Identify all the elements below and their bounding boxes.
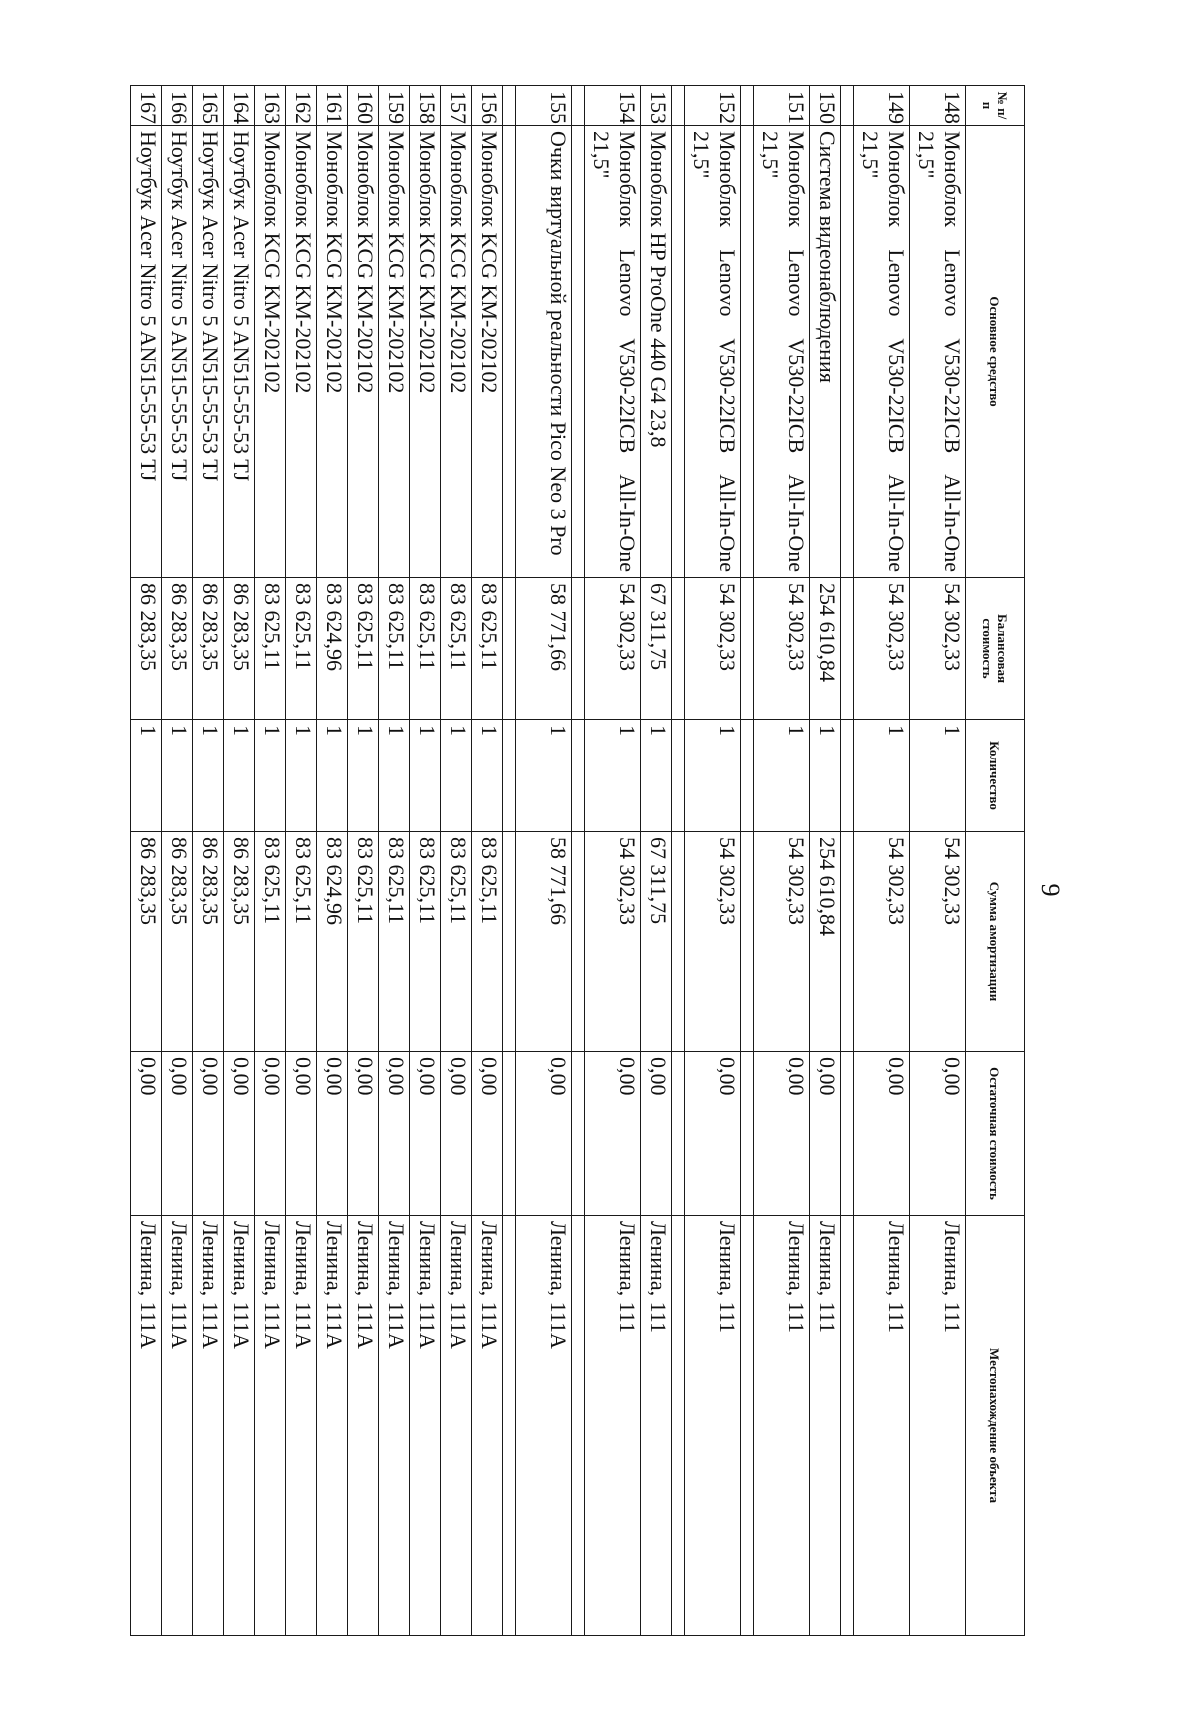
cell-location: Ленина, 111: [854, 1216, 910, 1636]
cell-name: Ноутбук Acer Nitro 5 AN515-55-53 TJ: [224, 126, 255, 578]
cell-num: 163: [255, 86, 286, 126]
cell-location: Ленина, 111А: [193, 1216, 224, 1636]
cell-location: Ленина, 111А: [379, 1216, 410, 1636]
spacer-cell: [741, 86, 754, 126]
spacer-cell: [572, 1052, 585, 1216]
cell-residual: 0,00: [224, 1052, 255, 1216]
cell-amort: 83 625,11: [286, 832, 317, 1052]
cell-qty: 1: [441, 720, 472, 832]
cell-name: Моноблок Lenovo V530-22ICB All-In-One 21,5": [585, 126, 641, 578]
cell-amort: 54 302,33: [685, 832, 741, 1052]
table-row: [131, 86, 162, 1636]
table-row: [854, 86, 910, 1636]
cell-residual: 0,00: [641, 1052, 672, 1216]
cell-residual: 0,00: [441, 1052, 472, 1216]
cell-num: 165: [193, 86, 224, 126]
header-qty: Количество: [966, 720, 1025, 832]
cell-amort: 83 624,96: [317, 832, 348, 1052]
cell-amort: 83 625,11: [255, 832, 286, 1052]
rotated-table-container: [130, 85, 1025, 1635]
table-row: [348, 86, 379, 1636]
spacer-cell: [572, 1216, 585, 1636]
spacer-cell: [841, 126, 854, 578]
spacer-cell: [841, 720, 854, 832]
cell-name: Моноблок Lenovo V530-22ICB All-In-One 21,5": [854, 126, 910, 578]
cell-balance: 86 283,35: [131, 578, 162, 720]
spacer-cell: [741, 1216, 754, 1636]
spacer-cell: [672, 832, 685, 1052]
cell-qty: 1: [854, 720, 910, 832]
cell-name: Моноблок KCG KM-202102: [379, 126, 410, 578]
cell-name: Моноблок Lenovo V530-22ICB All-In-One 21,5": [910, 126, 966, 578]
cell-balance: 86 283,35: [162, 578, 193, 720]
spacer-cell: [572, 126, 585, 578]
table-row: [910, 86, 966, 1636]
spacer-cell: [841, 1052, 854, 1216]
cell-residual: 0,00: [685, 1052, 741, 1216]
cell-name: Моноблок Lenovo V530-22ICB All-In-One 21,5": [685, 126, 741, 578]
cell-qty: 1: [317, 720, 348, 832]
table-row: [317, 86, 348, 1636]
spacer-cell: [841, 832, 854, 1052]
cell-qty: 1: [585, 720, 641, 832]
cell-residual: 0,00: [317, 1052, 348, 1216]
cell-qty: 1: [810, 720, 841, 832]
cell-residual: 0,00: [810, 1052, 841, 1216]
header-residual: Остаточная стоимость: [966, 1052, 1025, 1216]
spacer-cell: [572, 720, 585, 832]
cell-amort: 54 302,33: [910, 832, 966, 1052]
row-spacer: [741, 86, 754, 1636]
cell-num: 148: [910, 86, 966, 126]
cell-location: Ленина, 111А: [441, 1216, 472, 1636]
cell-location: Ленина, 111А: [317, 1216, 348, 1636]
cell-amort: 54 302,33: [585, 832, 641, 1052]
row-spacer: [572, 86, 585, 1636]
spacer-cell: [741, 720, 754, 832]
cell-location: Ленина, 111А: [348, 1216, 379, 1636]
cell-amort: 254 610,84: [810, 832, 841, 1052]
spacer-cell: [741, 1052, 754, 1216]
cell-amort: 67 311,75: [641, 832, 672, 1052]
cell-balance: 86 283,35: [193, 578, 224, 720]
cell-name: Моноблок KCG KM-202102: [348, 126, 379, 578]
cell-amort: 83 625,11: [348, 832, 379, 1052]
cell-num: 151: [754, 86, 810, 126]
table-row: [379, 86, 410, 1636]
cell-amort: 86 283,35: [162, 832, 193, 1052]
spacer-cell: [503, 720, 516, 832]
cell-balance: 83 625,11: [286, 578, 317, 720]
cell-qty: 1: [910, 720, 966, 832]
cell-name: Моноблок HP ProOne 440 G4 23,8: [641, 126, 672, 578]
cell-amort: 83 625,11: [410, 832, 441, 1052]
spacer-cell: [572, 578, 585, 720]
spacer-cell: [572, 832, 585, 1052]
cell-qty: 1: [131, 720, 162, 832]
cell-name: Моноблок Lenovo V530-22ICB All-In-One 21,5": [754, 126, 810, 578]
cell-balance: 83 625,11: [472, 578, 503, 720]
spacer-cell: [741, 126, 754, 578]
cell-name: Ноутбук Acer Nitro 5 AN515-55-53 TJ: [131, 126, 162, 578]
cell-residual: 0,00: [379, 1052, 410, 1216]
spacer-cell: [672, 86, 685, 126]
cell-amort: 54 302,33: [754, 832, 810, 1052]
spacer-cell: [672, 1216, 685, 1636]
cell-qty: 1: [162, 720, 193, 832]
cell-residual: 0,00: [910, 1052, 966, 1216]
cell-residual: 0,00: [516, 1052, 572, 1216]
cell-num: 167: [131, 86, 162, 126]
cell-name: Ноутбук Acer Nitro 5 AN515-55-53 TJ: [193, 126, 224, 578]
cell-location: Ленина, 111А: [224, 1216, 255, 1636]
cell-balance: 83 624,96: [317, 578, 348, 720]
cell-name: Ноутбук Acer Nitro 5 AN515-55-53 TJ: [162, 126, 193, 578]
cell-qty: 1: [193, 720, 224, 832]
table-row: [410, 86, 441, 1636]
cell-qty: 1: [410, 720, 441, 832]
cell-qty: 1: [255, 720, 286, 832]
cell-balance: 54 302,33: [854, 578, 910, 720]
spacer-cell: [503, 832, 516, 1052]
table-row: [516, 86, 572, 1636]
table-row: [255, 86, 286, 1636]
cell-balance: 54 302,33: [754, 578, 810, 720]
cell-name: Система видеонаблюдения: [810, 126, 841, 578]
table-row: [193, 86, 224, 1636]
cell-location: Ленина, 111А: [472, 1216, 503, 1636]
cell-num: 150: [810, 86, 841, 126]
cell-num: 164: [224, 86, 255, 126]
cell-location: Ленина, 111А: [410, 1216, 441, 1636]
cell-num: 153: [641, 86, 672, 126]
cell-balance: 54 302,33: [910, 578, 966, 720]
cell-location: Ленина, 111: [910, 1216, 966, 1636]
cell-residual: 0,00: [854, 1052, 910, 1216]
cell-num: 159: [379, 86, 410, 126]
cell-name: Очки виртуальной реальности Pico Neo 3 Pro: [516, 126, 572, 578]
cell-balance: 86 283,35: [224, 578, 255, 720]
cell-location: Ленина, 111А: [162, 1216, 193, 1636]
cell-balance: 67 311,75: [641, 578, 672, 720]
table-row: [162, 86, 193, 1636]
cell-amort: 83 625,11: [472, 832, 503, 1052]
cell-residual: 0,00: [410, 1052, 441, 1216]
cell-amort: 83 625,11: [441, 832, 472, 1052]
cell-name: Моноблок KCG KM-202102: [286, 126, 317, 578]
cell-amort: 86 283,35: [193, 832, 224, 1052]
header-name: Основное средство: [966, 126, 1025, 578]
table-row: [472, 86, 503, 1636]
cell-residual: 0,00: [193, 1052, 224, 1216]
cell-qty: 1: [286, 720, 317, 832]
row-spacer: [672, 86, 685, 1636]
cell-num: 166: [162, 86, 193, 126]
assets-table: [130, 85, 1025, 1636]
cell-qty: 1: [516, 720, 572, 832]
cell-balance: 83 625,11: [255, 578, 286, 720]
cell-balance: 58 771,66: [516, 578, 572, 720]
spacer-cell: [672, 1052, 685, 1216]
spacer-cell: [841, 578, 854, 720]
spacer-cell: [503, 1216, 516, 1636]
cell-balance: 83 625,11: [441, 578, 472, 720]
table-row: [286, 86, 317, 1636]
header-num: № п/п: [966, 86, 1025, 126]
header-amort: Сумма амортизации: [966, 832, 1025, 1052]
cell-num: 162: [286, 86, 317, 126]
header-location: Местонахождение объекта: [966, 1216, 1025, 1636]
page-number: 9: [1036, 883, 1065, 897]
table-row: [441, 86, 472, 1636]
cell-name: Моноблок KCG KM-202102: [317, 126, 348, 578]
table-row: [685, 86, 741, 1636]
cell-qty: 1: [348, 720, 379, 832]
cell-location: Ленина, 111: [685, 1216, 741, 1636]
spacer-cell: [503, 86, 516, 126]
cell-qty: 1: [472, 720, 503, 832]
cell-location: Ленина, 111А: [286, 1216, 317, 1636]
spacer-cell: [672, 720, 685, 832]
cell-qty: 1: [754, 720, 810, 832]
cell-num: 160: [348, 86, 379, 126]
cell-num: 158: [410, 86, 441, 126]
cell-residual: 0,00: [585, 1052, 641, 1216]
cell-location: Ленина, 111А: [131, 1216, 162, 1636]
table-row: [754, 86, 810, 1636]
cell-amort: 86 283,35: [224, 832, 255, 1052]
cell-residual: 0,00: [255, 1052, 286, 1216]
spacer-cell: [672, 578, 685, 720]
table-header-row: [966, 86, 1025, 1636]
spacer-cell: [841, 1216, 854, 1636]
cell-location: Ленина, 111: [585, 1216, 641, 1636]
spacer-cell: [572, 86, 585, 126]
cell-num: 152: [685, 86, 741, 126]
cell-qty: 1: [224, 720, 255, 832]
spacer-cell: [841, 86, 854, 126]
cell-name: Моноблок KCG KM-202102: [441, 126, 472, 578]
spacer-cell: [503, 578, 516, 720]
cell-name: Моноблок KCG KM-202102: [472, 126, 503, 578]
cell-balance: 254 610,84: [810, 578, 841, 720]
row-spacer: [503, 86, 516, 1636]
header-balance: Балансовая стоимость: [966, 578, 1025, 720]
cell-location: Ленина, 111: [754, 1216, 810, 1636]
cell-balance: 83 625,11: [410, 578, 441, 720]
cell-num: 156: [472, 86, 503, 126]
spacer-cell: [741, 832, 754, 1052]
cell-residual: 0,00: [348, 1052, 379, 1216]
cell-location: Ленина, 111А: [255, 1216, 286, 1636]
cell-location: Ленина, 111: [810, 1216, 841, 1636]
table-row: [224, 86, 255, 1636]
cell-qty: 1: [641, 720, 672, 832]
cell-qty: 1: [685, 720, 741, 832]
cell-num: 155: [516, 86, 572, 126]
cell-num: 149: [854, 86, 910, 126]
spacer-cell: [741, 578, 754, 720]
cell-amort: 58 771,66: [516, 832, 572, 1052]
cell-location: Ленина, 111: [641, 1216, 672, 1636]
cell-residual: 0,00: [162, 1052, 193, 1216]
cell-name: Моноблок KCG KM-202102: [255, 126, 286, 578]
cell-num: 157: [441, 86, 472, 126]
cell-residual: 0,00: [131, 1052, 162, 1216]
spacer-cell: [672, 126, 685, 578]
cell-residual: 0,00: [754, 1052, 810, 1216]
cell-balance: 54 302,33: [685, 578, 741, 720]
table-row: [810, 86, 841, 1636]
row-spacer: [841, 86, 854, 1636]
cell-amort: 83 625,11: [379, 832, 410, 1052]
cell-balance: 54 302,33: [585, 578, 641, 720]
cell-name: Моноблок KCG KM-202102: [410, 126, 441, 578]
cell-qty: 1: [379, 720, 410, 832]
spacer-cell: [503, 126, 516, 578]
cell-balance: 83 625,11: [348, 578, 379, 720]
cell-num: 161: [317, 86, 348, 126]
spacer-cell: [503, 1052, 516, 1216]
cell-num: 154: [585, 86, 641, 126]
cell-amort: 54 302,33: [854, 832, 910, 1052]
table-row: [585, 86, 641, 1636]
cell-residual: 0,00: [286, 1052, 317, 1216]
cell-residual: 0,00: [472, 1052, 503, 1216]
cell-amort: 86 283,35: [131, 832, 162, 1052]
table-row: [641, 86, 672, 1636]
cell-balance: 83 625,11: [379, 578, 410, 720]
cell-location: Ленина, 111А: [516, 1216, 572, 1636]
